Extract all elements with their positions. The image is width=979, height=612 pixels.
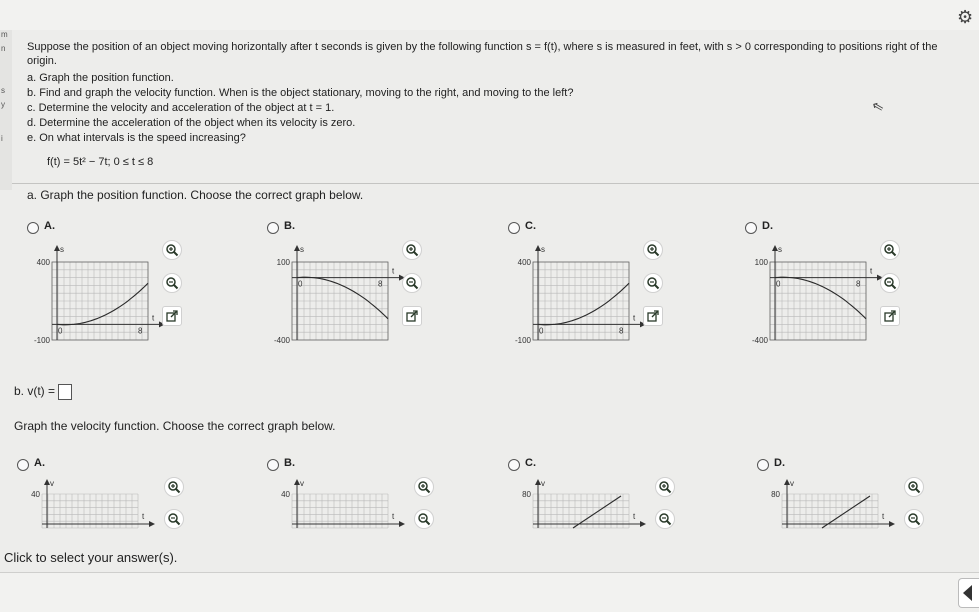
x-axis-arrow bbox=[399, 521, 405, 527]
problem-part: e. On what intervals is the speed increasing? bbox=[27, 132, 246, 144]
magnifier-handle bbox=[174, 285, 178, 289]
zoom-in-button[interactable] bbox=[402, 240, 422, 260]
x-axis-label: t bbox=[633, 512, 636, 521]
y-tick-bottom: -400 bbox=[751, 336, 768, 345]
y-axis-label: v bbox=[300, 479, 304, 488]
sidebar-fragment: i bbox=[1, 134, 3, 143]
x-axis-label: t bbox=[392, 266, 395, 276]
x-axis-label: t bbox=[152, 313, 155, 323]
option-label: C. bbox=[525, 457, 536, 469]
magnifier-handle bbox=[426, 489, 430, 493]
x-axis-arrow bbox=[889, 521, 895, 527]
y-tick-top: 40 bbox=[281, 490, 290, 499]
open-new-window-button[interactable] bbox=[402, 306, 422, 326]
zoom-in-icon bbox=[659, 481, 671, 493]
magnifier-handle bbox=[892, 285, 896, 289]
zoom-in-icon bbox=[908, 481, 920, 493]
x-tick-zero: 0 bbox=[298, 279, 303, 289]
chevron-left-icon bbox=[963, 585, 972, 601]
zoom-in-button[interactable] bbox=[414, 477, 434, 497]
x-tick-end: 8 bbox=[619, 326, 624, 336]
zoom-out-button[interactable] bbox=[414, 509, 434, 529]
zoom-out-icon bbox=[418, 513, 430, 525]
zoom-out-button[interactable] bbox=[904, 509, 924, 529]
part-b-option-d[interactable] bbox=[757, 457, 957, 537]
position-curve bbox=[57, 283, 148, 325]
zoom-out-icon bbox=[166, 277, 178, 289]
zoom-out-button[interactable] bbox=[643, 273, 663, 293]
y-axis-label: s bbox=[541, 245, 545, 254]
magnifier-handle bbox=[916, 521, 920, 525]
option-label: A. bbox=[44, 220, 55, 232]
y-tick-bottom: -100 bbox=[514, 336, 531, 345]
open-new-window-button[interactable] bbox=[880, 306, 900, 326]
option-label: A. bbox=[34, 457, 45, 469]
position-graph bbox=[745, 220, 935, 345]
zoom-in-button[interactable] bbox=[880, 240, 900, 260]
bottom-bar bbox=[0, 572, 979, 612]
y-tick-top: 80 bbox=[522, 490, 531, 499]
zoom-out-button[interactable] bbox=[162, 273, 182, 293]
option-label: B. bbox=[284, 457, 295, 469]
y-tick-top: 100 bbox=[276, 258, 290, 267]
top-toolbar bbox=[0, 0, 979, 30]
magnifier-handle bbox=[414, 285, 418, 289]
y-axis-label: v bbox=[790, 479, 794, 488]
magnifier-handle bbox=[892, 252, 896, 256]
zoom-in-button[interactable] bbox=[643, 240, 663, 260]
x-axis-label: t bbox=[142, 512, 145, 521]
zoom-out-icon bbox=[659, 513, 671, 525]
option-label: D. bbox=[762, 220, 773, 232]
y-axis-label: v bbox=[541, 479, 545, 488]
problem-part: c. Determine the velocity and acceleration of the object at t = 1. bbox=[27, 102, 335, 114]
problem-part: b. Find and graph the velocity function. When is the object stationary, moving to the right, and moving to the left? bbox=[27, 87, 574, 99]
y-tick-top: 80 bbox=[771, 490, 780, 499]
position-graph bbox=[27, 220, 217, 345]
part-b-velocity-answer bbox=[14, 384, 72, 400]
x-axis-label: t bbox=[392, 512, 395, 521]
external-link-arrow bbox=[652, 311, 658, 317]
external-link-arrow bbox=[889, 311, 895, 317]
x-tick-zero: 0 bbox=[58, 326, 63, 336]
magnifier-handle bbox=[176, 489, 180, 493]
x-axis-label: t bbox=[870, 266, 873, 276]
y-axis-label: v bbox=[50, 479, 54, 488]
external-link-icon bbox=[406, 310, 418, 322]
open-new-window-button[interactable] bbox=[643, 306, 663, 326]
x-axis-arrow bbox=[640, 521, 646, 527]
magnifier-handle bbox=[667, 521, 671, 525]
sidebar-fragment: n bbox=[1, 44, 6, 53]
mouse-cursor-icon: ⇖ bbox=[869, 96, 886, 116]
zoom-out-button[interactable] bbox=[402, 273, 422, 293]
zoom-out-icon bbox=[908, 513, 920, 525]
problem-intro: Suppose the position of an object moving horizontally after t seconds is given by the following function s = f(t), where s is measured in feet, with s > 0 corresponding to positions right of the origin. bbox=[27, 41, 938, 67]
x-axis-label: t bbox=[882, 512, 885, 521]
left-sidebar-strip bbox=[0, 30, 12, 190]
part-b-option-a[interactable] bbox=[17, 457, 217, 537]
velocity-prefix: b. v(t) = bbox=[14, 384, 56, 399]
part-a-option-c[interactable] bbox=[508, 220, 708, 345]
x-tick-end: 8 bbox=[378, 279, 383, 289]
zoom-in-button[interactable] bbox=[164, 477, 184, 497]
zoom-in-icon bbox=[168, 481, 180, 493]
part-a-option-b[interactable] bbox=[267, 220, 467, 345]
part-b-question: Graph the velocity function. Choose the correct graph below. bbox=[14, 419, 336, 433]
x-tick-end: 8 bbox=[138, 326, 143, 336]
x-axis-label: t bbox=[633, 313, 636, 323]
part-a-question: a. Graph the position function. Choose the correct graph below. bbox=[27, 188, 364, 202]
y-tick-bottom: -400 bbox=[273, 336, 290, 345]
magnifier-handle bbox=[916, 489, 920, 493]
sidebar-fragment: m bbox=[1, 30, 8, 39]
position-graph bbox=[267, 220, 457, 345]
external-link-arrow bbox=[411, 311, 417, 317]
zoom-out-icon bbox=[406, 277, 418, 289]
magnifier-handle bbox=[174, 252, 178, 256]
open-new-window-button[interactable] bbox=[162, 306, 182, 326]
position-graph bbox=[508, 220, 698, 345]
part-a-option-d[interactable] bbox=[745, 220, 945, 345]
zoom-in-button[interactable] bbox=[655, 477, 675, 497]
option-label: D. bbox=[774, 457, 785, 469]
zoom-out-icon bbox=[647, 277, 659, 289]
option-label: B. bbox=[284, 220, 295, 232]
magnifier-handle bbox=[426, 521, 430, 525]
sidebar-fragment: y bbox=[1, 100, 5, 109]
zoom-out-button[interactable] bbox=[164, 509, 184, 529]
magnifier-handle bbox=[667, 489, 671, 493]
zoom-in-icon bbox=[418, 481, 430, 493]
external-link-arrow bbox=[171, 311, 177, 317]
position-curve bbox=[297, 277, 388, 319]
zoom-out-icon bbox=[168, 513, 180, 525]
option-label: C. bbox=[525, 220, 536, 232]
problem-part: d. Determine the acceleration of the object when its velocity is zero. bbox=[27, 117, 356, 129]
external-link-icon bbox=[166, 310, 178, 322]
part-b-option-b[interactable] bbox=[267, 457, 467, 537]
external-link-icon bbox=[884, 310, 896, 322]
zoom-out-button[interactable] bbox=[655, 509, 675, 529]
x-tick-end: 8 bbox=[856, 279, 861, 289]
x-axis-arrow bbox=[149, 521, 155, 527]
part-a-option-a[interactable] bbox=[27, 220, 227, 345]
zoom-out-button[interactable] bbox=[880, 273, 900, 293]
magnifier-handle bbox=[414, 252, 418, 256]
answer-prompt: Click to select your answer(s). bbox=[4, 550, 178, 565]
y-axis-label: s bbox=[300, 245, 304, 254]
y-axis-label: s bbox=[60, 245, 64, 254]
magnifier-handle bbox=[176, 521, 180, 525]
zoom-in-icon bbox=[647, 244, 659, 256]
previous-arrow-button[interactable] bbox=[958, 578, 979, 608]
x-tick-zero: 0 bbox=[776, 279, 781, 289]
part-b-option-c[interactable] bbox=[508, 457, 708, 537]
zoom-in-icon bbox=[406, 244, 418, 256]
section-divider bbox=[12, 183, 979, 184]
zoom-in-button[interactable] bbox=[904, 477, 924, 497]
position-function: f(t) = 5t² − 7t; 0 ≤ t ≤ 8 bbox=[47, 156, 154, 168]
y-tick-bottom: -100 bbox=[33, 336, 50, 345]
y-tick-top: 400 bbox=[517, 258, 531, 267]
velocity-answer-box[interactable] bbox=[58, 384, 72, 400]
y-tick-top: 400 bbox=[36, 258, 50, 267]
y-axis-label: s bbox=[778, 245, 782, 254]
problem-statement bbox=[27, 40, 962, 146]
zoom-out-icon bbox=[884, 277, 896, 289]
sidebar-fragment: s bbox=[1, 86, 5, 95]
problem-part: a. Graph the position function. bbox=[27, 72, 174, 84]
magnifier-handle bbox=[655, 252, 659, 256]
y-tick-top: 100 bbox=[754, 258, 768, 267]
position-curve bbox=[775, 277, 866, 319]
x-tick-zero: 0 bbox=[539, 326, 544, 336]
y-tick-top: 40 bbox=[31, 490, 40, 499]
gear-icon[interactable]: ⚙ bbox=[957, 7, 974, 27]
zoom-in-button[interactable] bbox=[162, 240, 182, 260]
magnifier-handle bbox=[655, 285, 659, 289]
zoom-in-icon bbox=[166, 244, 178, 256]
position-curve bbox=[538, 283, 629, 325]
problem-parts-list bbox=[27, 71, 962, 145]
external-link-icon bbox=[647, 310, 659, 322]
zoom-in-icon bbox=[884, 244, 896, 256]
